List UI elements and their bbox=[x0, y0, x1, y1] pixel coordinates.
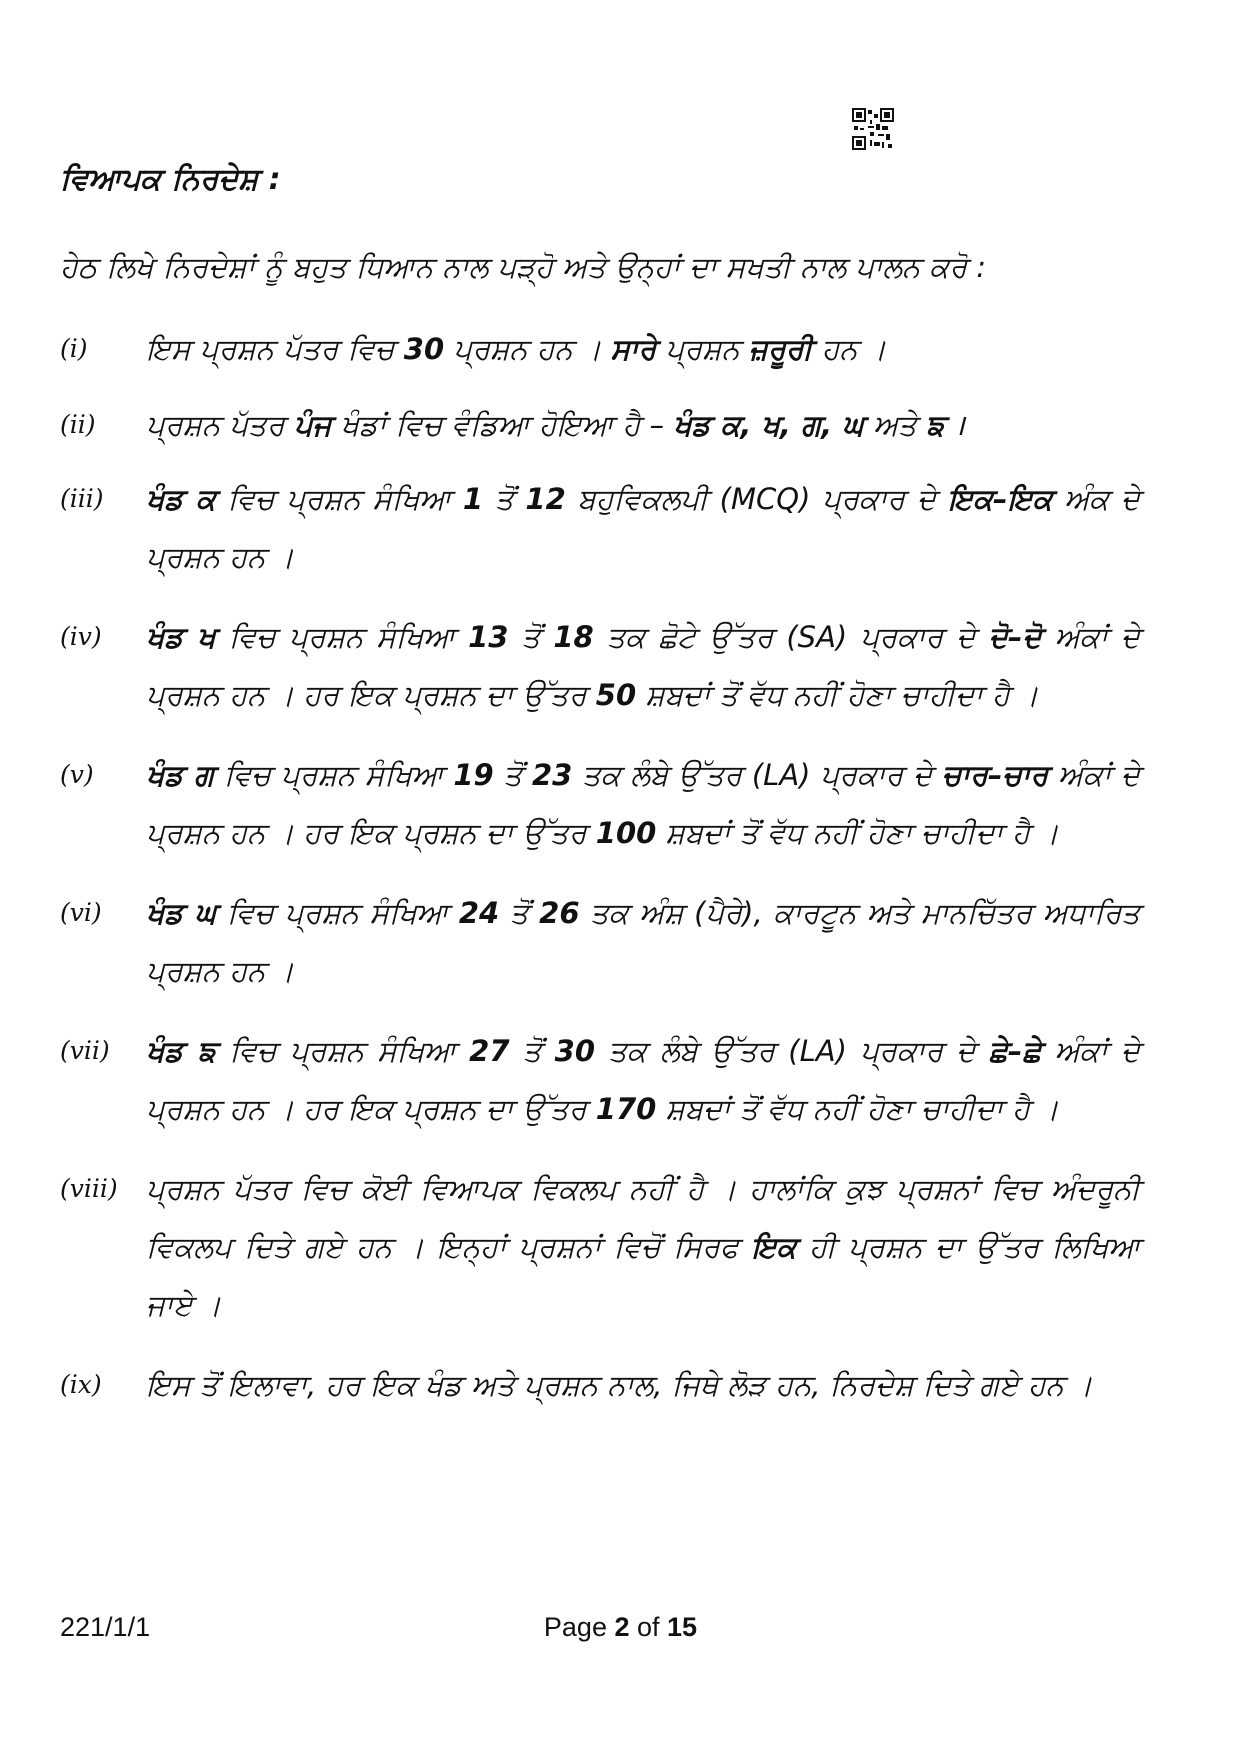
qr-code bbox=[852, 108, 894, 150]
instruction-number: (ix) bbox=[60, 1370, 102, 1399]
instruction-text: ਪ੍ਰਸ਼ਨ ਪੱਤਰ ਪੰਜ ਖੰਡਾਂ ਵਿਚ ਵੰਡਿਆ ਹੋਇਆ ਹੈ – ਖੰਡ ਕ, ਖ, ਗ, ਘ ਅਤੇ ਙ । bbox=[146, 408, 965, 442]
instruction-text: ਇਸ ਪ੍ਰਸ਼ਨ ਪੱਤਰ ਵਿਚ 30 ਪ੍ਰਸ਼ਨ ਹਨ । ਸਾਰੇ ਪ੍ਰਸ਼ਨ ਜ਼ਰੂਰੀ ਹਨ । bbox=[146, 332, 887, 366]
instruction-text: ਖੰਡ ਘ ਵਿਚ ਪ੍ਰਸ਼ਨ ਸੰਖਿਆ 24 ਤੋਂ 26 ਤਕ ਅੰਸ਼ (ਪੈਰੇ), ਕਾਰਟੂਨ ਅਤੇ ਮਾਨਚਿੱਤਰ ਅਧਾਰਿਤ ਪ੍ਰਸ਼ਨ ਹਨ । bbox=[146, 896, 1140, 988]
instruction-number: (ii) bbox=[60, 410, 96, 439]
instruction-number: (v) bbox=[60, 760, 94, 789]
instruction-item bbox=[60, 396, 1140, 454]
instruction-number: (iii) bbox=[60, 484, 104, 513]
paper-code: 221/1/1 bbox=[60, 1612, 151, 1642]
instruction-item bbox=[60, 884, 1140, 1000]
instruction-item bbox=[60, 470, 1140, 586]
instruction-number: (viii) bbox=[60, 1174, 118, 1203]
intro-text: ਹੇਠ ਲਿਖੇ ਨਿਰਦੇਸ਼ਾਂ ਨੂੰ ਬਹੁਤ ਧਿਆਨ ਨਾਲ ਪੜ੍ਹੋ ਅਤੇ ਉਨ੍ਹਾਂ ਦਾ ਸਖਤੀ ਨਾਲ ਪਾਲਨ ਕਰੋ : bbox=[60, 250, 987, 284]
instruction-number: (iv) bbox=[60, 622, 102, 651]
instruction-text: ਖੰਡ ਗ ਵਿਚ ਪ੍ਰਸ਼ਨ ਸੰਖਿਆ 19 ਤੋਂ 23 ਤਕ ਲੰਬੇ ਉੱਤਰ (LA) ਪ੍ਰਕਾਰ ਦੇ ਚਾਰ–ਚਾਰ ਅੰਕਾਂ ਦੇ ਪ੍ਰਸ਼ਨ ਹਨ । ਹਰ ਇਕ ਪ੍ਰਸ਼ਨ ਦਾ ਉੱਤਰ 100 ਸ਼ਬਦਾਂ ਤੋਂ ਵੱਧ ਨਹੀਂ ਹੋਣਾ ਚਾਹੀਦਾ ਹੈ । bbox=[146, 758, 1140, 850]
page-number: Page 2 of 15 bbox=[543, 1612, 698, 1642]
instruction-number: (i) bbox=[60, 334, 88, 363]
instruction-item bbox=[60, 1022, 1140, 1138]
instruction-item bbox=[60, 1160, 1140, 1334]
instruction-number: (vii) bbox=[60, 1036, 110, 1065]
instruction-item bbox=[60, 608, 1140, 724]
instruction-number: (vi) bbox=[60, 898, 102, 927]
instruction-item bbox=[60, 746, 1140, 862]
instruction-text: ਖੰਡ ਖ ਵਿਚ ਪ੍ਰਸ਼ਨ ਸੰਖਿਆ 13 ਤੋਂ 18 ਤਕ ਛੋਟੇ ਉੱਤਰ (SA) ਪ੍ਰਕਾਰ ਦੇ ਦੋ–ਦੋ ਅੰਕਾਂ ਦੇ ਪ੍ਰਸ਼ਨ ਹਨ । ਹਰ ਇਕ ਪ੍ਰਸ਼ਨ ਦਾ ਉੱਤਰ 50 ਸ਼ਬਦਾਂ ਤੋਂ ਵੱਧ ਨਹੀਂ ਹੋਣਾ ਚਾਹੀਦਾ ਹੈ । bbox=[146, 620, 1141, 712]
instruction-text: ਇਸ ਤੋਂ ਇਲਾਵਾ, ਹਰ ਇਕ ਖੰਡ ਅਤੇ ਪ੍ਰਸ਼ਨ ਨਾਲ, ਜਿਥੇ ਲੋੜ ਹਨ, ਨਿਰਦੇਸ਼ ਦਿਤੇ ਗਏ ਹਨ । bbox=[146, 1368, 1093, 1402]
section-heading: ਵਿਆਪਕ ਨਿਰਦੇਸ਼ : bbox=[60, 162, 281, 197]
instruction-item bbox=[60, 320, 1140, 378]
instruction-text: ਖੰਡ ਙ ਵਿਚ ਪ੍ਰਸ਼ਨ ਸੰਖਿਆ 27 ਤੋਂ 30 ਤਕ ਲੰਬੇ ਉੱਤਰ (LA) ਪ੍ਰਕਾਰ ਦੇ ਛੇ–ਛੇ ਅੰਕਾਂ ਦੇ ਪ੍ਰਸ਼ਨ ਹਨ । ਹਰ ਇਕ ਪ੍ਰਸ਼ਨ ਦਾ ਉੱਤਰ 170 ਸ਼ਬਦਾਂ ਤੋਂ ਵੱਧ ਨਹੀਂ ਹੋਣਾ ਚਾਹੀਦਾ ਹੈ । bbox=[146, 1034, 1141, 1126]
instruction-item bbox=[60, 1356, 1140, 1414]
instruction-text: ਖੰਡ ਕ ਵਿਚ ਪ੍ਰਸ਼ਨ ਸੰਖਿਆ 1 ਤੋਂ 12 ਬਹੁਵਿਕਲਪੀ (MCQ) ਪ੍ਰਕਾਰ ਦੇ ਇਕ–ਇਕ ਅੰਕ ਦੇ ਪ੍ਰਸ਼ਨ ਹਨ । bbox=[146, 482, 1140, 574]
instruction-list bbox=[60, 320, 1140, 1414]
instruction-text: ਪ੍ਰਸ਼ਨ ਪੱਤਰ ਵਿਚ ਕੋਈ ਵਿਆਪਕ ਵਿਕਲਪ ਨਹੀਂ ਹੈ । ਹਾਲਾਂਕਿ ਕੁਝ ਪ੍ਰਸ਼ਨਾਂ ਵਿਚ ਅੰਦਰੂਨੀ ਵਿਕਲਪ ਦਿਤੇ ਗਏ ਹਨ । ਇਨ੍ਹਾਂ ਪ੍ਰਸ਼ਨਾਂ ਵਿਚੋਂ ਸਿਰਫ ਇਕ ਹੀ ਪ੍ਰਸ਼ਨ ਦਾ ਉੱਤਰ ਲਿਖਿਆ ਜਾਏ । bbox=[146, 1172, 1140, 1322]
